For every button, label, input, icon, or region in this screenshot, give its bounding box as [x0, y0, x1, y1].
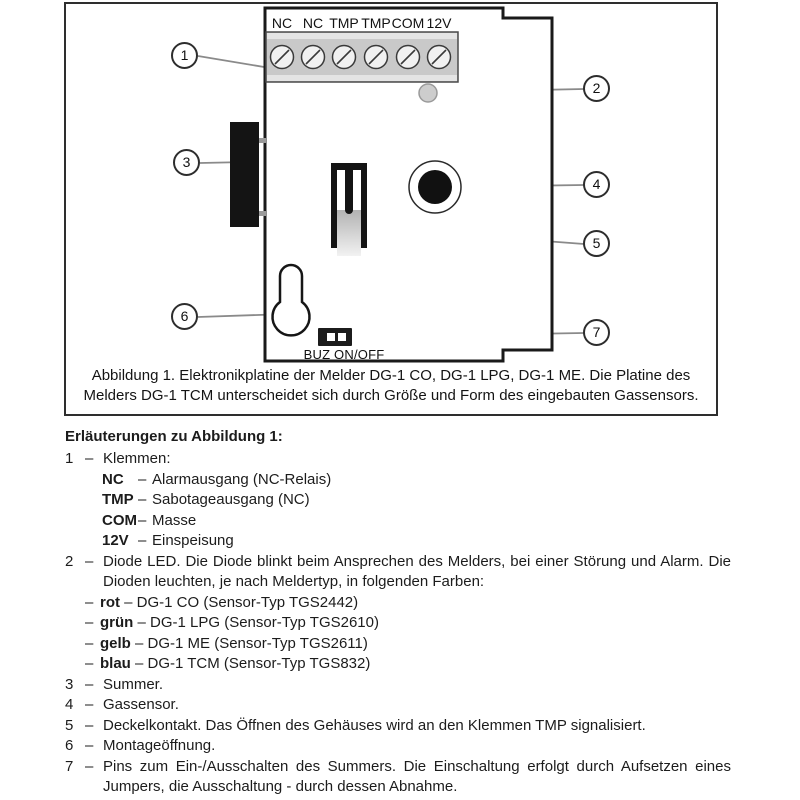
item-number: 4	[65, 696, 74, 713]
terminal-desc: Alarmausgang (NC-Relais)	[152, 470, 332, 488]
terminal-label-com: COM	[391, 15, 425, 31]
terminal-desc: Einspeisung	[152, 532, 234, 549]
led-color-text	[100, 654, 370, 675]
item-dash: –	[85, 757, 94, 775]
item-dash: –	[85, 716, 94, 734]
item-text: Pins zum Ein-/Ausschalten des Summers. Die Einschaltung erfolgt durch Aufsetzen eines Jumpers, die Ausschaltung - durch dessen Abnahme.	[103, 757, 731, 795]
explanations-section	[65, 426, 731, 798]
terminal-desc: Sabotageausgang (NC)	[152, 491, 310, 508]
led-color-name: grün	[100, 614, 134, 631]
callout-2: 2	[583, 75, 610, 102]
figure-frame	[64, 2, 718, 416]
jumper-pin	[327, 333, 335, 341]
item-dash: –	[85, 552, 94, 570]
led-color-name: rot	[100, 593, 120, 611]
buz-on-off-label: BUZ ON/OFF	[303, 347, 385, 362]
led-color-text	[100, 593, 358, 614]
gas-sensor	[409, 161, 461, 213]
callout-5: 5	[583, 230, 610, 257]
gas-sensor-core	[418, 170, 452, 204]
buzzer-pin-top	[259, 138, 266, 143]
terminal-def-nc	[102, 470, 731, 491]
item-dash: –	[138, 491, 147, 508]
item-number: 7	[65, 757, 74, 775]
item-dash: –	[85, 696, 94, 713]
item-number: 3	[65, 675, 74, 693]
item-text: Diode LED. Die Diode blinkt beim Ansprechen des Melders, bei einer Störung und Alarm. Die Dioden leuchten, je nach Meldertyp, in folgenden Farben:	[103, 552, 731, 590]
item-dash: –	[138, 511, 147, 529]
tamper-contact-spring	[337, 210, 361, 256]
item-text: Montageöffnung.	[103, 737, 216, 754]
item-dash: –	[138, 470, 147, 488]
terminal-label-tmp1: TMP	[329, 15, 359, 31]
tamper-contact	[331, 163, 367, 256]
legend-item-5	[65, 716, 731, 737]
led-color-desc: – DG-1 CO (Sensor-Typ TGS2442)	[120, 593, 359, 611]
circuit-board-diagram	[66, 4, 716, 414]
jumper-pin	[338, 333, 346, 341]
callout-6: 6	[171, 303, 198, 330]
terminal-label-nc2: NC	[302, 15, 324, 31]
item-text: Klemmen:	[103, 450, 171, 467]
tamper-contact-slot	[345, 165, 353, 214]
legend-item-4	[65, 695, 731, 716]
led-color-gruen	[85, 613, 731, 634]
legend-item-7	[65, 757, 731, 798]
led-color-text	[100, 613, 379, 634]
led-color-rot	[85, 593, 731, 614]
led-indicator	[419, 84, 437, 102]
terminal-label-12v: 12V	[426, 15, 452, 31]
legend-item-6	[65, 736, 731, 757]
explanations-heading: Erläuterungen zu Abbildung 1:	[65, 428, 283, 445]
terminal-name: COM	[102, 511, 137, 529]
item-text: Deckelkontakt. Das Öffnen des Gehäuses wird an den Klemmen TMP signalisiert.	[103, 716, 646, 734]
led-color-name: gelb	[100, 634, 131, 652]
item-number: 6	[65, 737, 74, 754]
terminal-name: 12V	[102, 532, 129, 549]
buzzer-pin-bottom	[259, 211, 266, 216]
item-text: Summer.	[103, 675, 164, 693]
terminal-name: NC	[102, 470, 124, 488]
terminal-def-com	[102, 511, 731, 532]
item-dash: –	[85, 634, 94, 652]
buzzer	[230, 122, 259, 227]
terminal-name: TMP	[102, 491, 134, 508]
item-number: 5	[65, 716, 74, 734]
legend-item-1	[65, 449, 731, 470]
led-color-gelb	[85, 634, 731, 655]
leader-line-1	[198, 56, 270, 68]
led-color-name: blau	[100, 655, 131, 672]
terminal-block-bottom-strip	[267, 75, 457, 81]
item-dash: –	[85, 675, 94, 693]
terminal-block	[266, 32, 458, 82]
led-color-blau	[85, 654, 731, 675]
buzzer-jumper-pins	[318, 328, 352, 346]
terminal-label-tmp2: TMP	[361, 15, 391, 31]
item-dash: –	[85, 737, 94, 754]
terminal-def-tmp	[102, 490, 731, 511]
legend-item-2	[65, 552, 731, 593]
callout-7: 7	[583, 319, 610, 346]
led-color-desc: – DG-1 TCM (Sensor-Typ TGS832)	[130, 655, 371, 672]
item-dash: –	[138, 532, 147, 549]
led-color-text	[100, 634, 368, 655]
led-color-desc: – DG-1 LPG (Sensor-Typ TGS2610)	[133, 614, 379, 631]
item-dash: –	[85, 655, 94, 672]
terminal-block-top-strip	[267, 33, 457, 39]
item-dash: –	[85, 593, 94, 611]
item-dash: –	[85, 614, 94, 631]
item-dash: –	[85, 450, 94, 467]
terminal-desc: Masse	[152, 511, 197, 529]
terminal-def-12v	[102, 531, 731, 552]
legend-item-3	[65, 675, 731, 696]
led-color-desc: – DG-1 ME (Sensor-Typ TGS2611)	[130, 634, 368, 652]
callout-1: 1	[171, 42, 198, 69]
item-number: 1	[65, 450, 74, 467]
terminal-label-nc1: NC	[271, 15, 293, 31]
callout-3: 3	[173, 149, 200, 176]
item-number: 2	[65, 552, 74, 570]
item-text: Gassensor.	[103, 696, 179, 713]
callout-4: 4	[583, 171, 610, 198]
figure-caption: Abbildung 1. Elektronikplatine der Melder DG-1 CO, DG-1 LPG, DG-1 ME. Die Platine des Melders DG-1 TCM unterscheidet sich durch Größe und Form des eingebauten Gassensors.	[83, 367, 699, 404]
